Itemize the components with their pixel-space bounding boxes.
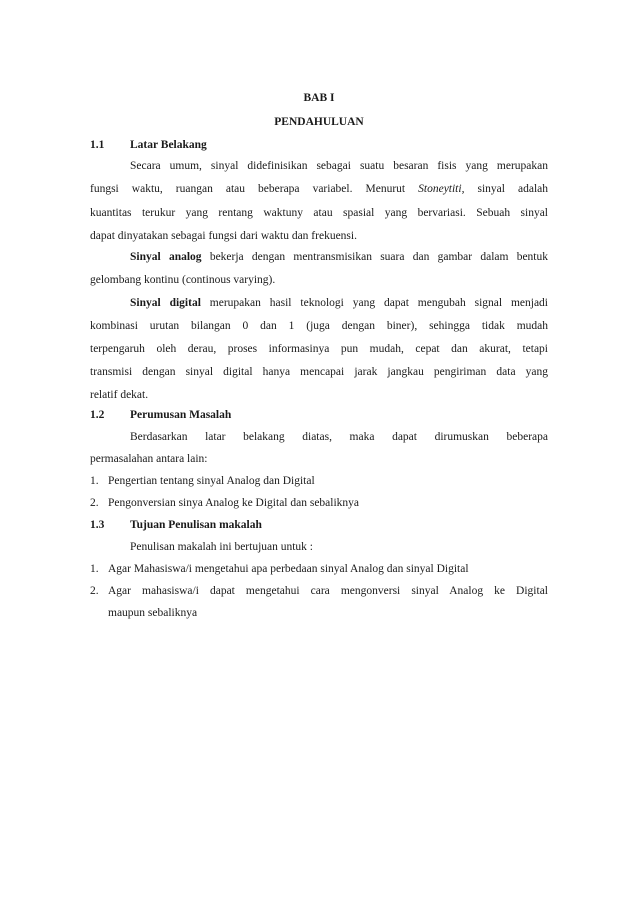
paragraph-line: Sinyal digital merupakan hasil teknologi yang dapat mengubah signal menjadi: [130, 297, 549, 309]
paragraph-line: relatif dekat.: [90, 389, 149, 401]
paragraph-line: Sinyal analog bekerja dengan mentransmisikan suara dan gambar dalam bentuk: [130, 251, 548, 263]
list-item: Agar mahasiswa/i dapat mengetahui cara mengonversi sinyal Analog ke Digital: [108, 585, 548, 597]
paragraph-line: transmisi dengan sinyal digital hanya mencapai jarak jangkau pengiriman data yang: [90, 366, 548, 378]
list-item: Pengonversian sinya Analog ke Digital dan sebaliknya: [108, 497, 360, 509]
paragraph-line: dapat dinyatakan sebagai fungsi dari waktu dan frekuensi.: [90, 230, 357, 242]
bold-term: Sinyal analog: [130, 251, 202, 263]
list-item-number: 2.: [90, 585, 99, 597]
list-item: Pengertian tentang sinyal Analog dan Digital: [108, 475, 315, 487]
paragraph-line: gelombang kontinu (continous varying).: [90, 274, 276, 286]
section-title: Tujuan Penulisan makalah: [130, 519, 262, 531]
bold-term: Sinyal digital: [130, 297, 201, 309]
chapter-title: PENDAHULUAN: [274, 116, 364, 128]
section-number: 1.3: [90, 519, 105, 531]
paragraph-line: kuantitas terukur yang rentang waktuny atau spasial yang bervariasi. Sebuah sinyal: [90, 207, 548, 219]
section-title: Latar Belakang: [130, 139, 207, 151]
section-title: Perumusan Masalah: [130, 409, 232, 421]
section-number: 1.2: [90, 409, 105, 421]
list-item: Agar Mahasiswa/i mengetahui apa perbedaan sinyal Analog dan sinyal Digital: [108, 563, 469, 575]
chapter-label: BAB I: [303, 92, 335, 104]
italic-name: Stoneytiti,: [418, 183, 465, 195]
paragraph-line: kombinasi urutan bilangan 0 dan 1 (juga dengan biner), sehingga tidak mudah: [90, 320, 548, 332]
paragraph-line: Berdasarkan latar belakang diatas, maka dapat dirumuskan beberapa: [130, 431, 548, 443]
paragraph-line: Penulisan makalah ini bertujuan untuk :: [130, 541, 314, 553]
section-number: 1.1: [90, 139, 105, 151]
list-item-number: 2.: [90, 497, 99, 509]
paragraph-line: fungsi waktu, ruangan atau beberapa variabel. Menurut Stoneytiti, sinyal adalah: [90, 183, 548, 195]
list-item-number: 1.: [90, 563, 99, 575]
paragraph-line: terpengaruh oleh derau, proses informasinya pun mudah, cepat dan akurat, tetapi: [90, 343, 548, 355]
list-item-number: 1.: [90, 475, 99, 487]
paragraph-line: Secara umum, sinyal didefinisikan sebagai suatu besaran fisis yang merupakan: [130, 160, 548, 172]
list-item-continuation: maupun sebaliknya: [108, 607, 198, 619]
paragraph-line: permasalahan antara lain:: [90, 453, 208, 465]
